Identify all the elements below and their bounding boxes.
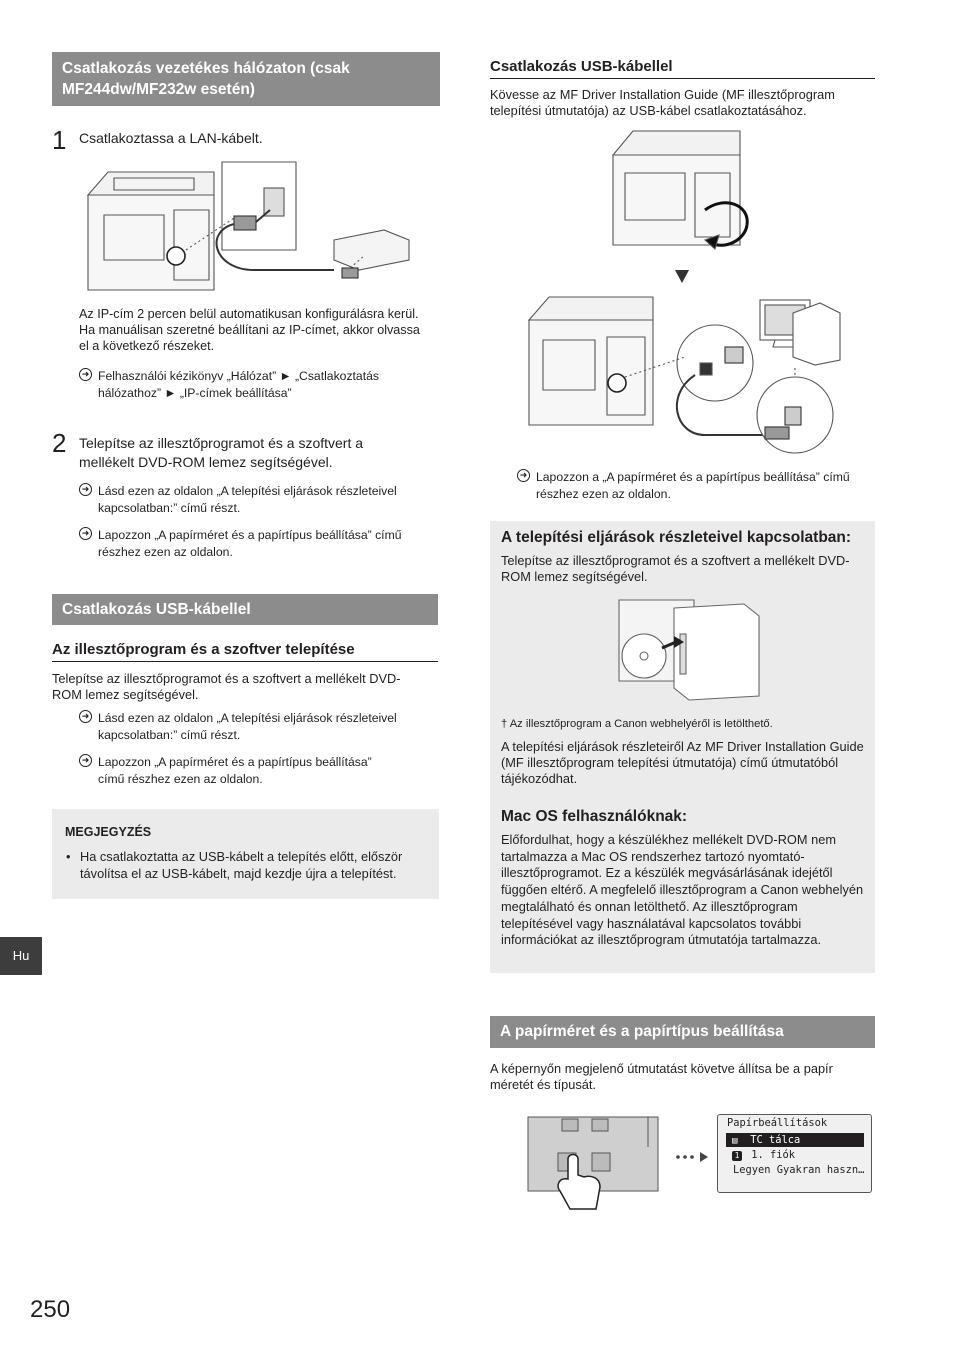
lcd-row-2 [732,1148,795,1162]
lcd-title: Papírbeállítások [727,1117,828,1129]
step-2-reference-1-text: Lásd ezen az oldalon „A telepítési eljárások részleteivel kapcsolatban:” című részt. [98,484,397,515]
paper-text: A képernyőn megjelenő útmutatást követve állítsa be a papír méretét és típusát. [490,1061,833,1092]
language-tab: Hu [0,937,42,975]
note-title: MEGJEGYZÉS [65,825,152,839]
step-1-text: Csatlakoztassa a LAN-kábelt. [79,130,263,146]
reference-arrow-icon: ➜ [517,469,530,482]
ip-paragraph: Az IP-cím 2 percen belül automatikusan konfigurálásra kerül. Ha manuálisan szeretné beállítani az IP-címet, akkor olvassa el a következő részeket. [79,307,420,353]
mac-title: Mac OS felhasználóknak: [501,808,688,825]
lcd-screen [717,1114,872,1193]
section-title-usb-left-text: Csatlakozás USB-kábellel [62,601,251,618]
reference-arrow-icon: ➜ [79,483,92,496]
lan-cable-illustration [84,160,414,300]
step-2-text: Telepítse az illesztőprogramot és a szoftvert a mellékelt DVD-ROM lemez segítségével. [79,435,364,470]
mac-text: Előfordulhat, hogy a készülékhez mellékelt DVD-ROM nem tartalmazza a Mac OS rendszerhez tartozó nyomtató-illesztőprogramot. Ez a készülék megvásárlásának idejétől függően eltérő. A megfelelő illesztőprogram a Canon webhelyén megtalálható és onnan letölthető. Az illesztőprogram telepítésével vagy használatával kapcsolatos további információkat az illesztőprogram útmutatója tartalmazza. [501,832,864,948]
lcd-row-selected-text: TC tálca [750,1134,801,1146]
section-title-paper [490,1016,875,1048]
step-1-number: 1 [52,125,67,155]
note-text: Ha csatlakoztatta az USB-kábelt a telepítés előtt, először távolítsa el az USB-kábelt, majd kezdje újra a telepítést. [80,849,403,881]
right-usb-reference [517,469,857,502]
right-usb-text: Kövesse az MF Driver Installation Guide (MF illesztőprogram telepítési útmutatója) az USB-kábel csatlakoztatásához. [490,87,835,118]
lcd-row-selected [726,1133,864,1147]
reference-arrow-icon: ➜ [79,710,92,723]
section-title-usb-left [52,594,438,625]
install-details-title: A telepítési eljárások részleteivel kapcsolatban: [501,529,852,546]
install-details-box [490,521,875,973]
step-2-number: 2 [52,428,67,458]
subsection-text-install: Telepítse az illesztőprogramot és a szoftvert a mellékelt DVD-ROM lemez segítségével. [52,671,401,702]
lcd-row-2-text: 1. fiók [751,1149,796,1161]
ip-reference-text: Felhasználói kézikönyv „Hálózat” ► „Csatlakoztatás hálózathoz” ► „IP-címek beállítása” [98,369,379,400]
install-details-text-2: A telepítési eljárások részleteiről Az MF Driver Installation Guide (MF illesztőprogram telepítési útmutatója) című útmutatóból tájékozódhat. [501,739,864,786]
subsection-title-install: Az illesztőprogram és a szoftver telepítése [52,641,438,662]
note-box [52,809,439,899]
page-number: 250 [30,1296,71,1323]
subsection-reference-2-text: Lapozzon „A papírméret és a papírtípus beállítása” című részhez ezen az oldalon. [98,755,372,786]
step-2-reference-2-text: Lapozzon „A papírméret és a papírtípus beállítása” című részhez ezen az oldalon. [98,528,402,559]
subsection-reference-1-text: Lásd ezen az oldalon „A telepítési eljárások részleteivel kapcsolatban:” című részt. [98,711,397,742]
section-title-wired-text: Csatlakozás vezetékes hálózaton (csak MF244dw/MF232w esetén) [62,60,350,98]
install-footnote: † Az illesztőprogram a Canon webhelyéről is letölthető. [501,718,773,730]
right-usb-title: Csatlakozás USB-kábellel [490,58,875,79]
note-bullet: • [66,849,71,864]
subsection-reference-2 [79,754,399,787]
step-2-reference-1 [79,483,424,516]
section-title-wired [52,52,440,106]
usb-cable-illustration [525,125,845,460]
reference-arrow-icon: ➜ [79,754,92,767]
install-details-text: Telepítse az illesztőprogramot és a szoftvert a mellékelt DVD-ROM lemez segítségével. [501,553,850,584]
reference-arrow-icon: ➜ [79,527,92,540]
ip-reference [79,368,399,401]
right-usb-reference-text: Lapozzon a „A papírméret és a papírtípus beállítása” című részhez ezen az oldalon. [536,470,850,501]
step-2-reference-2 [79,527,424,560]
control-panel-illustration [528,1117,708,1217]
section-title-paper-text: A papírméret és a papírtípus beállítása [500,1023,784,1040]
dvd-install-illustration [614,596,764,706]
drawer-badge: 1 [732,1151,742,1161]
tray-icon: ▤ [732,1136,738,1146]
reference-arrow-icon: ➜ [79,368,92,381]
subsection-reference-1 [79,710,424,743]
lcd-row-3: Legyen Gyakran haszn… [733,1164,865,1176]
